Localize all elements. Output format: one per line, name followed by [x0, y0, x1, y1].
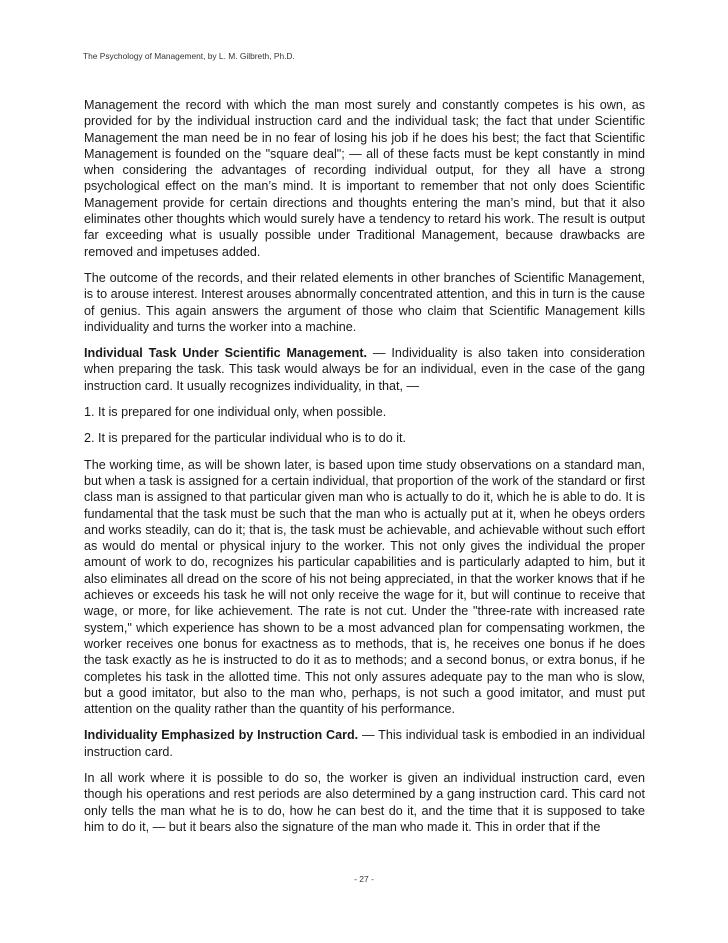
paragraph-text: The working time, as will be shown later, is based upon time study observations on a standard man, but when a task is assigned for a certain individual, that proportion of the work of the standard or first class man is assigned to that particular given man who is actually to do it, which he is able to do. It is fundamental that the task must be such that the man who is actually put at it, when he obeys orders and works steadily, can do it; that is, the task must be achievable, and achievable without such effort as would do mental or physical injury to the worker. This not only gives the individual the proper amount of work to do, recognizes his particular capabilities and is particularly adapted to him, but it also eliminates all dread on the score of his not being appreciated, in that the worker knows that if he achieves or exceeds his task he will not only receive the wage for it, but will continue to receive that wage, or more, for like achievement. The rate is not cut. Under the "three-rate with increased rate system," which experience has shown to be a most advanced plan for compensating workmen, the worker receives one bonus for exactness as to methods, that is, he receives one bonus if he does the task exactly as he is instructed to do it as to methods; and a second bonus, or extra bonus, if he completes his task in the allotted time. This not only assures adequate pay to the man who is slow, but a good imitator, but also to the man who, perhaps, is not such a good imitator, and must put attention on the quality rather than the quantity of his performance. [84, 457, 645, 717]
paragraph-1 [84, 97, 645, 260]
paragraph-3 [84, 345, 645, 394]
list-item-2 [84, 430, 645, 446]
running-header: The Psychology of Management, by L. M. Gilbreth, Ph.D. [83, 51, 295, 61]
list-item-1 [84, 404, 645, 420]
paragraph-text: — This individual task is embodied in an individual instruction card. [84, 728, 645, 759]
section-heading-individual-task: Individual Task Under Scientific Management. [84, 346, 368, 361]
list-item-text: 2. It is prepared for the particular individual who is to do it. [84, 431, 407, 446]
list-item-text: 1. It is prepared for one individual only, when possible. [84, 405, 387, 420]
paragraph-2 [84, 270, 645, 335]
section-heading-instruction-card: Individuality Emphasized by Instruction Card. [84, 728, 359, 743]
paragraph-6 [84, 770, 645, 835]
paragraph-text: In all work where it is possible to do so, the worker is given an individual instruction card, even though his operations and rest periods are also determined by a gang instruction card. This card not only tells the man what he is to do, how he can best do it, and the time that it is supposed to take him to do it, — but it bears also the signature of the man who made it. This in order that if the [84, 770, 645, 834]
paragraph-text: The outcome of the records, and their related elements in other branches of Scientific Management, is to arouse interest. Interest arouses abnormally concentrated attention, and this in turn is the cause of genius. This again answers the argument of those who claim that Scientific Management kills individuality and turns the worker into a machine. [84, 270, 645, 334]
page-number: - 27 - [354, 874, 374, 884]
paragraph-text: Management the record with which the man most surely and constantly competes is his own, as provided for by the individual instruction card and the individual task; the fact that under Scientific Management the man need be in no fear of losing his job if he does his best; the fact that Scientific Management is founded on the "square deal"; — all of these facts must be kept constantly in mind when considering the advantages of recording individual output, for they all have a strong psychological effect on the man’s mind. It is important to remember that not only does Scientific Management provide for certain directions and thoughts entering the man’s mind, but that it also eliminates other thoughts which would surely have a tendency to retard his work. The result is output far exceeding what is usually possible under Traditional Management, because drawbacks are removed and impetuses added. [84, 98, 645, 259]
paragraph-5 [84, 727, 645, 760]
body-text [84, 97, 645, 845]
paragraph-4 [84, 457, 645, 718]
paragraph-text: — Individuality is also taken into consideration when preparing the task. This task would always be for an individual, even in the case of the gang instruction card. It usually recognizes individuality, in that, — [84, 346, 645, 393]
